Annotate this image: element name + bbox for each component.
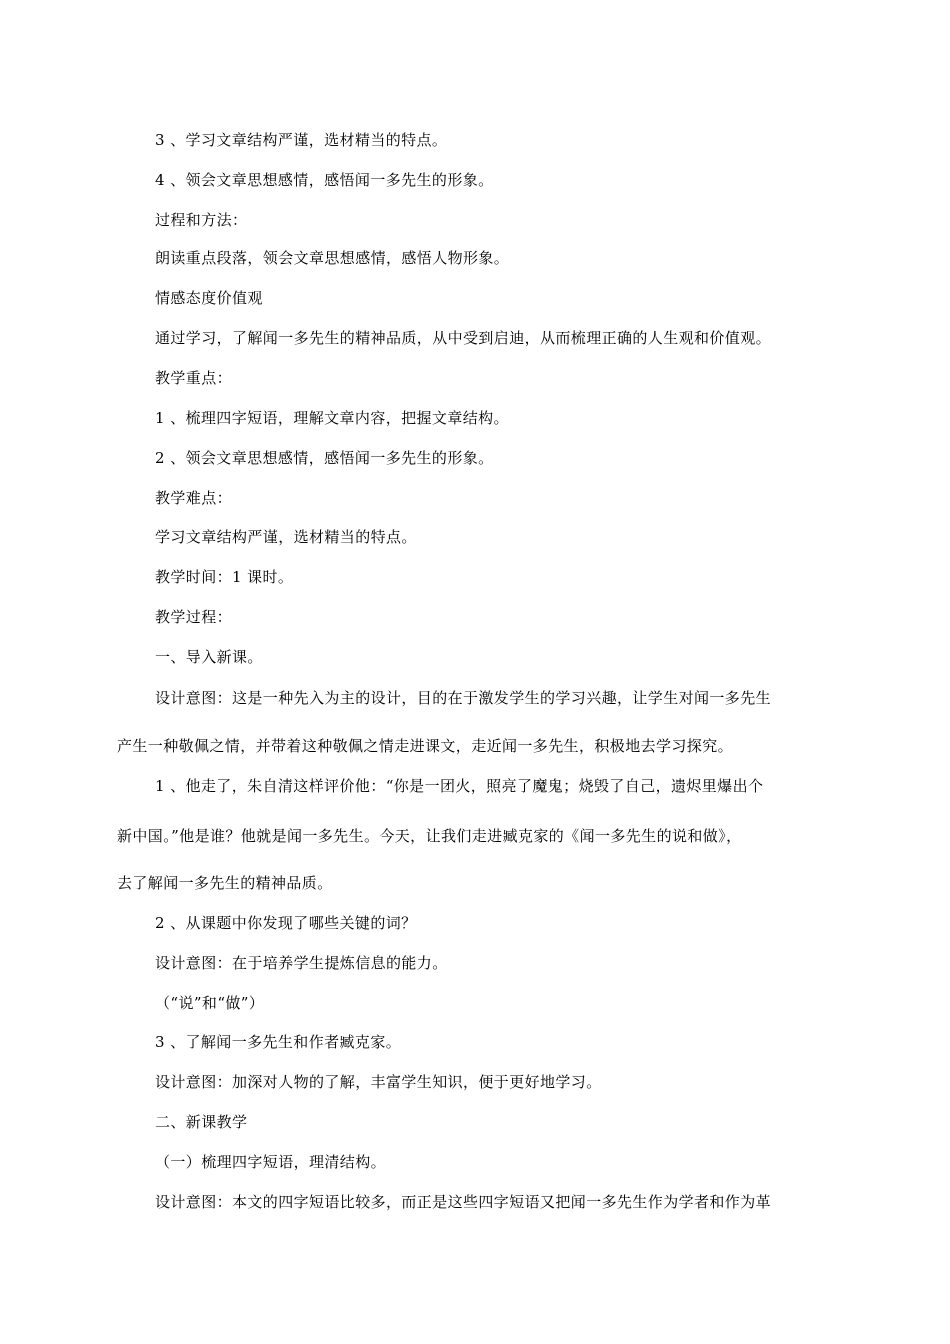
text-line: 4 、领会文章思想感情，感悟闻一多先生的形象。 [155, 171, 494, 189]
text-line: 设计意图：这是一种先入为主的设计，目的在于激发学生的学习兴趣，让学生对闻一多先生 [155, 689, 772, 707]
text-line: 产生一种敬佩之情，并带着这种敬佩之情走进课文，走近闻一多先生，积极地去学习探究。 [117, 737, 734, 755]
text-line: 2 、领会文章思想感情，感悟闻一多先生的形象。 [155, 449, 494, 467]
text-line: （“说”和“做”） [155, 994, 265, 1012]
text-line: 2 、从课题中你发现了哪些关键的词？ [155, 914, 417, 932]
text-line: 一、导入新课。 [155, 648, 263, 666]
text-line: 教学重点： [155, 369, 233, 387]
text-line: 新中国。”他是谁？他就是闻一多先生。今天，让我们走进臧克家的《闻一多先生的说和做》， [117, 827, 742, 845]
text-line: 设计意图：加深对人物的了解，丰富学生知识，便于更好地学习。 [155, 1073, 602, 1091]
text-line: 教学时间：1 课时。 [155, 568, 294, 586]
text-line: 1 、他走了，朱自清这样评价他：“你是一团火，照亮了魔鬼；烧毁了自己，遗烬里爆出个 [155, 777, 764, 795]
text-line: 情感态度价值观 [155, 289, 263, 307]
text-line: 学习文章结构严谨，选材精当的特点。 [155, 528, 417, 546]
text-line: 二、新课教学 [155, 1113, 248, 1131]
text-line: 朗读重点段落，领会文章思想感情，感悟人物形象。 [155, 249, 510, 267]
text-line: 3 、了解闻一多先生和作者臧克家。 [155, 1033, 402, 1051]
text-line: 去了解闻一多先生的精神品质。 [117, 874, 333, 892]
text-line: 过程和方法： [155, 211, 248, 229]
text-line: 设计意图：本文的四字短语比较多，而正是这些四字短语又把闻一多先生作为学者和作为革 [155, 1193, 772, 1211]
text-line: 教学难点： [155, 489, 233, 507]
text-line: 设计意图：在于培养学生提炼信息的能力。 [155, 954, 448, 972]
text-line: 3 、学习文章结构严谨，选材精当的特点。 [155, 131, 448, 149]
text-line: 通过学习，了解闻一多先生的精神品质，从中受到启迪，从而梳理正确的人生观和价值观。 [155, 329, 772, 347]
text-line: 1 、梳理四字短语，理解文章内容，把握文章结构。 [155, 409, 509, 427]
text-line: 教学过程： [155, 608, 233, 626]
text-line: （一）梳理四字短语，理清结构。 [155, 1153, 387, 1171]
